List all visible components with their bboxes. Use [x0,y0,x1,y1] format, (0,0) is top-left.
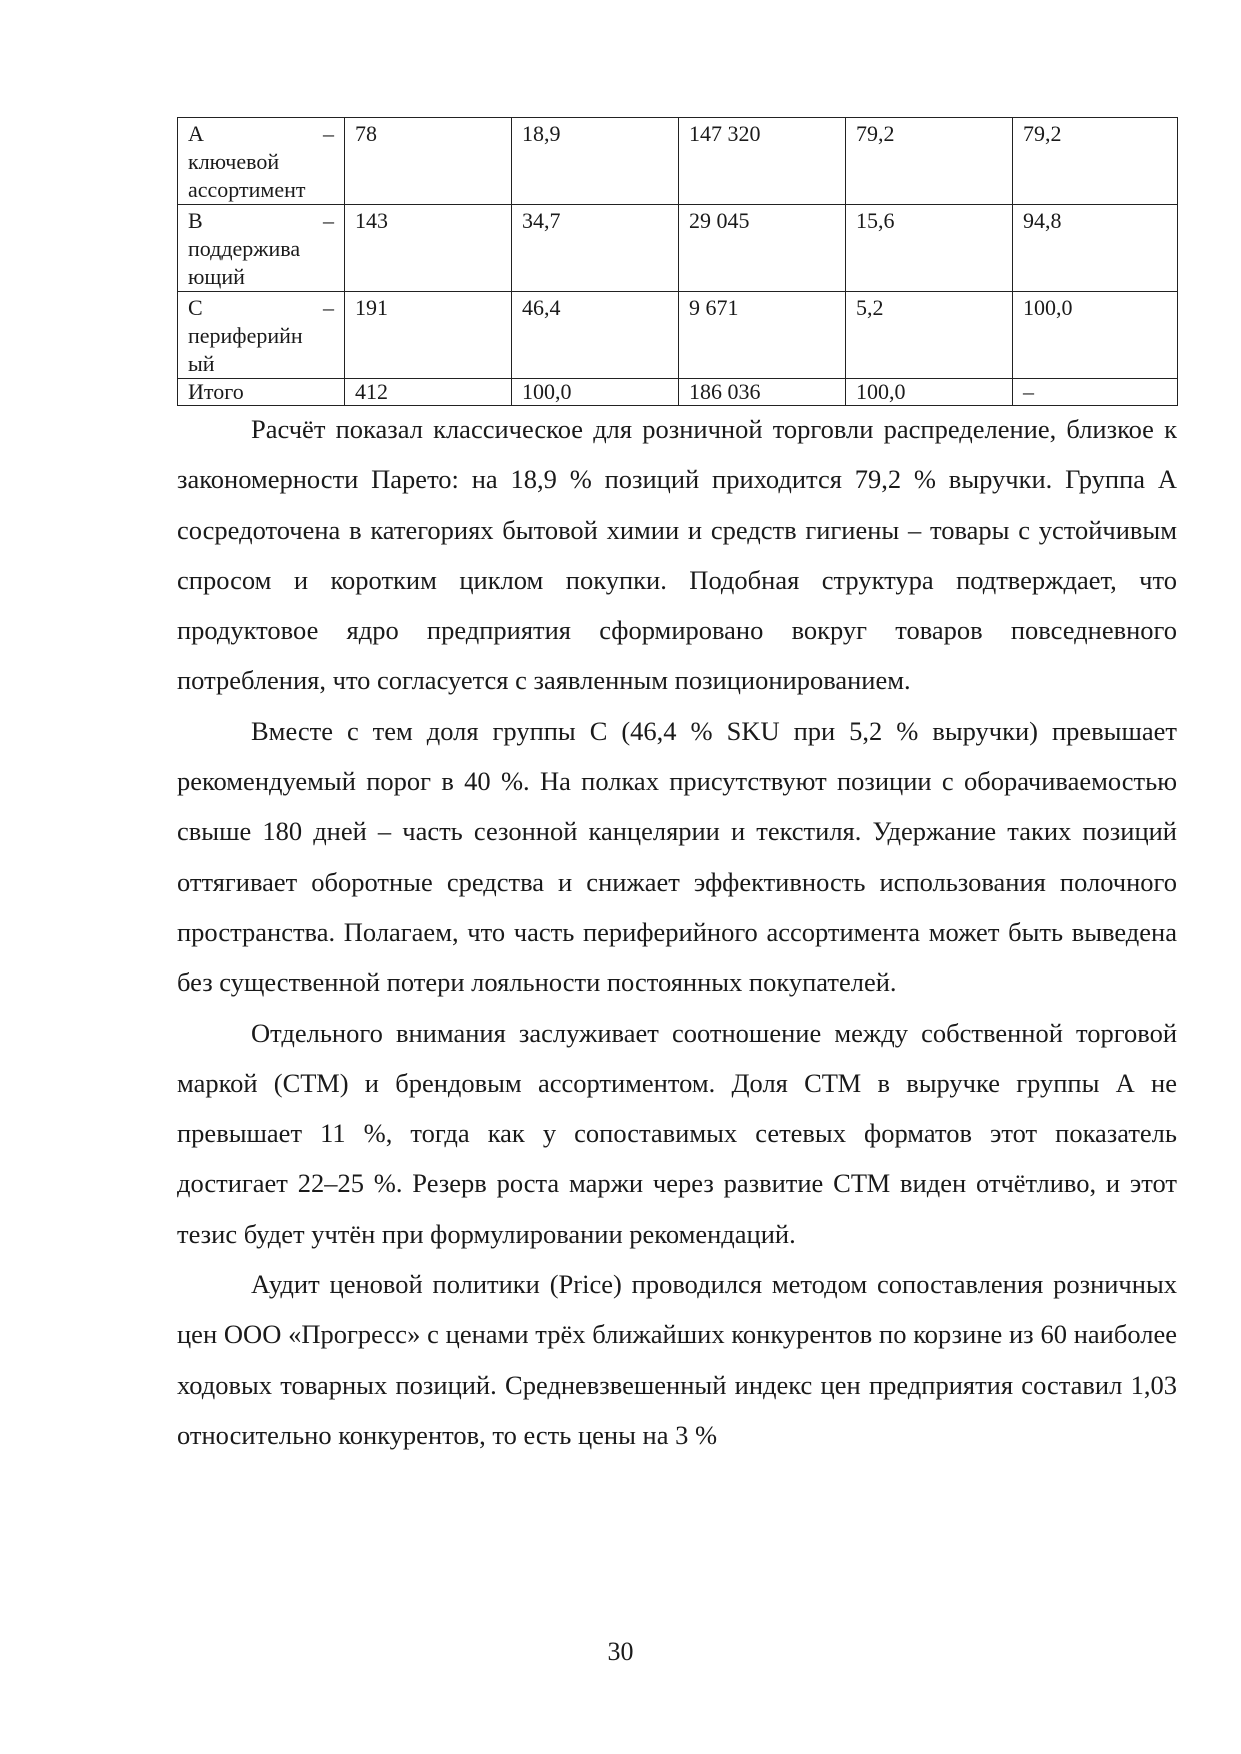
revenue-share-cell: 100,0 [846,379,1013,406]
table-total-row [178,379,1178,406]
cumulative-share-cell: 79,2 [1013,118,1178,205]
revenue-cell: 147 320 [679,118,846,205]
sku-share-cell: 34,7 [512,205,679,292]
revenue-cell: 9 671 [679,292,846,379]
sku-count-cell: 191 [345,292,512,379]
paragraph: Отдельного внимания заслуживает соотношение между собственной торговой маркой (СТМ) и брендовым ассортиментом. Доля СТМ в выручке группы А не превышает 11 %, тогда как у сопоставимых сетевых форматов этот показатель достигает 22–25 %. Резерв роста маржи через развитие СТМ виден отчётливо, и этот тезис будет учтён при формулировании рекомендаций. [177,1017,1177,1249]
group-cell: А – ключевой ассортимент [178,118,345,205]
cumulative-share-cell: 100,0 [1013,292,1178,379]
revenue-cell: 29 045 [679,205,846,292]
sku-share-cell: 46,4 [512,292,679,379]
table-row [178,205,1178,292]
table-row [178,118,1178,205]
page-number: 30 [607,1637,634,1666]
sku-share-cell: 100,0 [512,379,679,406]
sku-count-cell: 412 [345,379,512,406]
abc-analysis-table [177,117,1178,406]
group-cell: С – периферийн ый [178,292,345,379]
sku-count-cell: 143 [345,205,512,292]
paragraph: Расчёт показал классическое для розничной торговли распределение, близкое к закономерности Парето: на 18,9 % позиций приходится 79,2 % выручки. Группа А сосредоточена в категориях бытовой химии и средств гигиены – товары с устойчивым спросом и коротким циклом покупки. Подобная структура подтверждает, что продуктовое ядро предприятия сформировано вокруг товаров повседневного потребления, что согласуется с заявленным позиционированием. [177,414,1177,696]
group-cell: В – поддержива ющий [178,205,345,292]
cumulative-share-cell: – [1013,379,1178,406]
paragraph: Аудит ценовой политики (Price) проводился методом сопоставления розничных цен ООО «Прогресс» с ценами трёх ближайших конкурентов по корзине из 60 наиболее ходовых товарных позиций. Средневзвешенный индекс цен предприятия составил 1,03 относительно конкурентов, то есть цены на 3 % [177,1269,1177,1450]
cumulative-share-cell: 94,8 [1013,205,1178,292]
revenue-share-cell: 79,2 [846,118,1013,205]
sku-share-cell: 18,9 [512,118,679,205]
revenue-share-cell: 5,2 [846,292,1013,379]
total-label-cell: Итого [178,379,345,406]
paragraph: Вместе с тем доля группы С (46,4 % SKU при 5,2 % выручки) превышает рекомендуемый порог в 40 %. На полках присутствуют позиции с оборачиваемостью свыше 180 дней – часть сезонной канцелярии и текстиля. Удержание таких позиций оттягивает оборотные средства и снижает эффективность использования полочного пространства. Полагаем, что часть периферийного ассортимента может быть выведена без существенной потери лояльности постоянных покупателей. [177,715,1177,998]
revenue-cell: 186 036 [679,379,846,406]
revenue-share-cell: 15,6 [846,205,1013,292]
sku-count-cell: 78 [345,118,512,205]
body-text [177,404,1177,1460]
table-row [178,292,1178,379]
